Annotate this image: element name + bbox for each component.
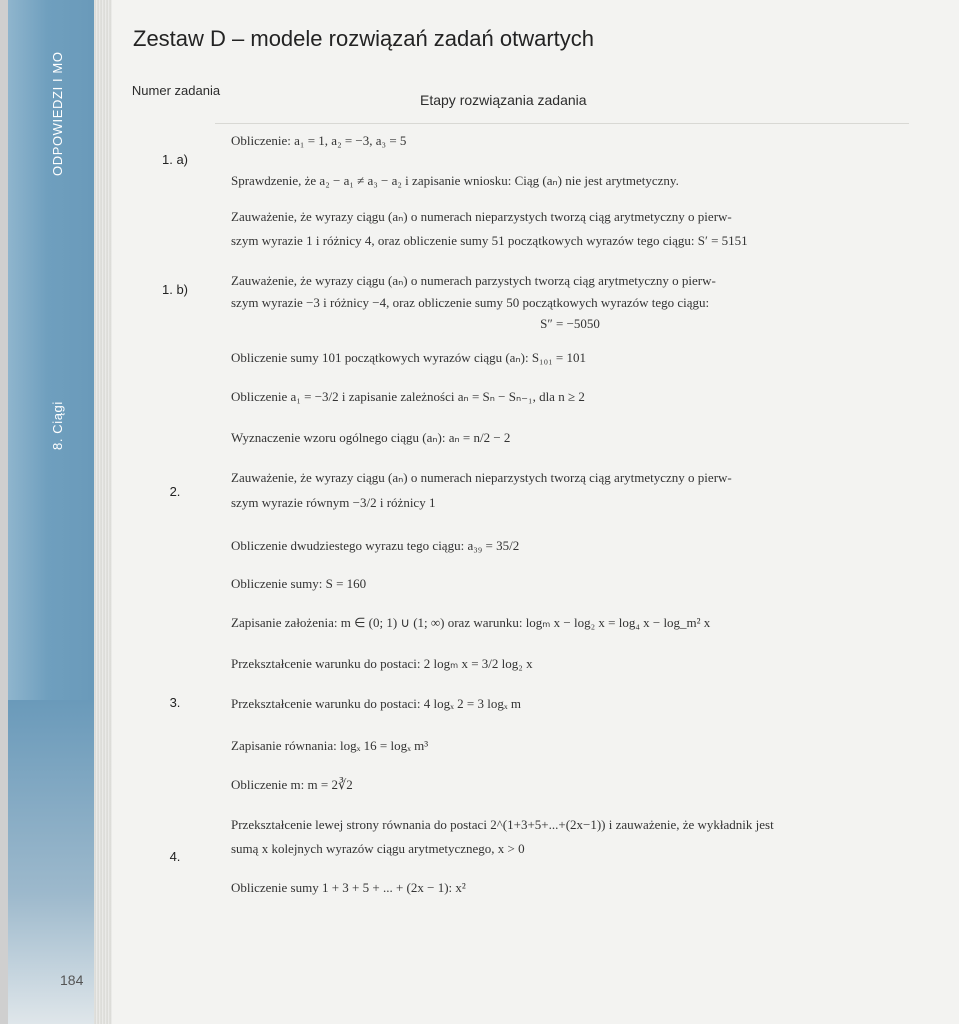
solution-step: Obliczenie sumy 1 + 3 + 5 + ... + (2x − 1): x² <box>231 880 466 895</box>
task-number: 1. a) <box>161 152 188 167</box>
solution-step: szym wyrazie 1 i różnicy 4, oraz obliczenie sumy 51 początkowych wyrazów tego ciągu: S′ = 5151 <box>231 233 748 248</box>
solution-step: Wyznaczenie wzoru ogólnego ciągu (aₙ): aₙ = n/2 − 2 <box>231 430 511 445</box>
side-chapter-label: 8. Ciągi <box>50 401 65 450</box>
solution-step: szym wyrazie −3 i różnicy −4, oraz obliczenie sumy 50 początkowych wyrazów tego ciągu: <box>231 295 710 310</box>
task-number: 4. <box>169 849 181 864</box>
column-header-stages: Etapy rozwiązania zadania <box>420 92 587 108</box>
solution-step: Obliczenie sumy 101 początkowych wyrazów ciągu (aₙ): S₁₀₁ = 101 <box>231 350 586 365</box>
solution-step: Zauważenie, że wyrazy ciągu (aₙ) o numerach nieparzystych tworzą ciąg arytmetyczny o pierw- <box>231 470 732 485</box>
solution-step: szym wyrazie równym −3/2 i różnicy 1 <box>231 495 436 510</box>
task-number: 3. <box>169 695 181 710</box>
solution-step: Obliczenie m: m = 2∛2 <box>231 777 353 792</box>
solution-step: Obliczenie sumy: S = 160 <box>231 576 367 591</box>
solution-step: Zapisanie równania: logₓ 16 = logₓ m³ <box>231 738 429 753</box>
task-number: 2. <box>169 484 181 499</box>
page-edges <box>94 0 112 1024</box>
solution-step: S″ = −5050 <box>540 316 600 331</box>
solution-step: Obliczenie: a₁ = 1, a₂ = −3, a₃ = 5 <box>231 133 407 148</box>
solution-step: Obliczenie a₁ = −3/2 i zapisanie zależności aₙ = Sₙ − Sₙ₋₁, dla n ≥ 2 <box>231 389 585 404</box>
binding-edge <box>0 0 8 1024</box>
solution-step: Przekształcenie warunku do postaci: 2 logₘ x = 3/2 log₂ x <box>231 656 533 671</box>
task-number: 1. b) <box>161 282 188 297</box>
solution-step: Zauważenie, że wyrazy ciągu (aₙ) o numerach nieparzystych tworzą ciąg arytmetyczny o pierw- <box>231 209 732 224</box>
page-title: Zestaw D – modele rozwiązań zadań otwartych <box>133 26 594 51</box>
solution-step: Zauważenie, że wyrazy ciągu (aₙ) o numerach parzystych tworzą ciąg arytmetyczny o pierw- <box>231 273 716 288</box>
solution-step: sumą x kolejnych wyrazów ciągu arytmetycznego, x > 0 <box>231 841 525 856</box>
table-divider <box>215 123 909 124</box>
solution-step: Przekształcenie warunku do postaci: 4 logₓ 2 = 3 logₓ m <box>231 696 521 711</box>
column-header-number: Numer zadania <box>131 83 221 98</box>
solution-step: Zapisanie założenia: m ∈ (0; 1) ∪ (1; ∞) oraz warunku: logₘ x − log₂ x = log₄ x − log_m² x <box>231 615 711 630</box>
side-tab-label: ODPOWIEDZI I MO <box>50 51 65 176</box>
solution-step: Sprawdzenie, że a₂ − a₁ ≠ a₃ − a₂ i zapisanie wniosku: Ciąg (aₙ) nie jest arytmetyczny. <box>231 173 679 188</box>
solution-step: Przekształcenie lewej strony równania do postaci 2^(1+3+5+...+(2x−1)) i zauważenie, że wykładnik jest <box>231 817 774 832</box>
page-number: 184 <box>60 972 84 988</box>
solution-step: Obliczenie dwudziestego wyrazu tego ciągu: a₃₉ = 35/2 <box>231 538 520 553</box>
